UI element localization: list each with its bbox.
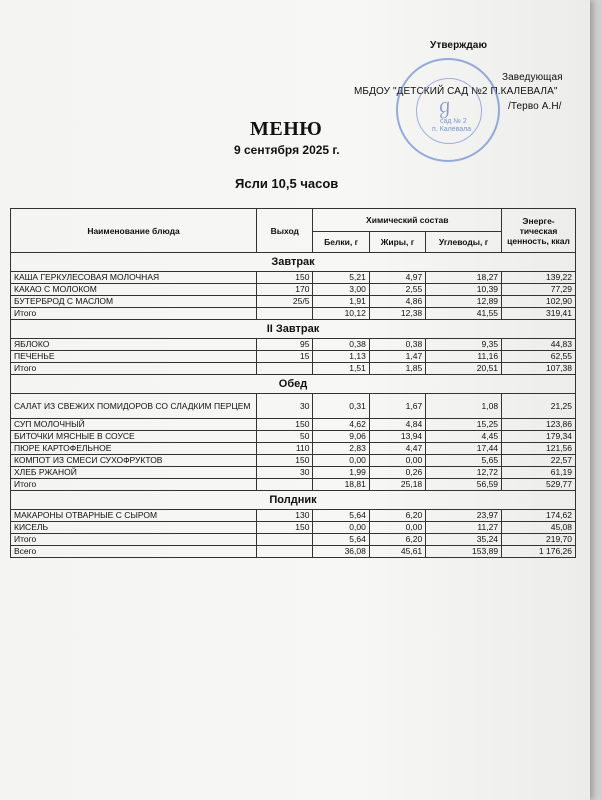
grand-total-carbs: 153,89 xyxy=(426,546,502,558)
total-label: Итого xyxy=(11,308,257,320)
dish-output: 95 xyxy=(257,339,313,351)
dish-carbs: 17,44 xyxy=(426,443,502,455)
dish-carbs: 12,89 xyxy=(426,296,502,308)
dish-protein: 2,83 xyxy=(313,443,369,455)
grand-total-fat: 45,61 xyxy=(369,546,425,558)
dish-fat: 0,26 xyxy=(369,467,425,479)
dish-carbs: 10,39 xyxy=(426,284,502,296)
total-protein: 18,81 xyxy=(313,479,369,491)
approval-signer: /Терво А.Н/ xyxy=(508,101,562,112)
approval-organization: МБДОУ "ДЕТСКИЙ САД №2 П.КАЛЕВАЛА" xyxy=(354,86,558,97)
dish-protein: 0,00 xyxy=(313,522,369,534)
section-title: Обед xyxy=(11,375,576,394)
dish-carbs: 15,25 xyxy=(426,419,502,431)
dish-carbs: 9,35 xyxy=(426,339,502,351)
dish-carbs: 1,08 xyxy=(426,394,502,419)
total-energy: 107,38 xyxy=(502,363,576,375)
dish-output: 50 xyxy=(257,431,313,443)
stamp-text-1: сад № 2 xyxy=(440,118,467,125)
table-row xyxy=(11,272,576,284)
dish-fat: 1,67 xyxy=(369,394,425,419)
table-row xyxy=(11,351,576,363)
total-carbs: 41,55 xyxy=(426,308,502,320)
dish-name: ПЮРЕ КАРТОФЕЛЬНОЕ xyxy=(11,443,257,455)
dish-carbs: 4,45 xyxy=(426,431,502,443)
header-chem: Химический состав xyxy=(313,209,502,232)
total-label: Итого xyxy=(11,363,257,375)
total-protein: 10,12 xyxy=(313,308,369,320)
dish-fat: 4,84 xyxy=(369,419,425,431)
dish-protein: 5,64 xyxy=(313,510,369,522)
total-fat: 25,18 xyxy=(369,479,425,491)
approval-position: Заведующая xyxy=(502,72,563,83)
dish-carbs: 11,27 xyxy=(426,522,502,534)
dish-fat: 2,55 xyxy=(369,284,425,296)
dish-protein: 1,99 xyxy=(313,467,369,479)
dish-name: КОМПОТ ИЗ СМЕСИ СУХОФРУКТОВ xyxy=(11,455,257,467)
dish-fat: 13,94 xyxy=(369,431,425,443)
total-output xyxy=(257,479,313,491)
table-row xyxy=(11,339,576,351)
grand-total-row xyxy=(11,546,576,558)
table-row xyxy=(11,394,576,419)
stamp-text-2: п. Калевала xyxy=(432,126,472,133)
header-name: Наименование блюда xyxy=(11,209,257,253)
dish-fat: 4,47 xyxy=(369,443,425,455)
group-name: Ясли 10,5 часов xyxy=(235,176,339,191)
table-row xyxy=(11,284,576,296)
dish-output: 150 xyxy=(257,522,313,534)
dish-output: 130 xyxy=(257,510,313,522)
header-protein: Белки, г xyxy=(313,232,369,253)
dish-name: САЛАТ ИЗ СВЕЖИХ ПОМИДОРОВ СО СЛАДКИМ ПЕРЦЕМ xyxy=(11,394,257,419)
table-row xyxy=(11,455,576,467)
dish-name: ЯБЛОКО xyxy=(11,339,257,351)
dish-name: КАША ГЕРКУЛЕСОВАЯ МОЛОЧНАЯ xyxy=(11,272,257,284)
dish-output: 170 xyxy=(257,284,313,296)
total-output xyxy=(257,534,313,546)
dish-protein: 0,31 xyxy=(313,394,369,419)
section-title: II Завтрак xyxy=(11,320,576,339)
dish-output: 25/5 xyxy=(257,296,313,308)
dish-fat: 4,97 xyxy=(369,272,425,284)
dish-carbs: 12,72 xyxy=(426,467,502,479)
approval-heading: Утверждаю xyxy=(430,40,488,51)
dish-energy: 62,55 xyxy=(502,351,576,363)
dish-energy: 21,25 xyxy=(502,394,576,419)
dish-energy: 22,57 xyxy=(502,455,576,467)
dish-protein: 1,13 xyxy=(313,351,369,363)
dish-name: ХЛЕБ РЖАНОЙ xyxy=(11,467,257,479)
dish-fat: 0,38 xyxy=(369,339,425,351)
dish-protein: 0,38 xyxy=(313,339,369,351)
dish-energy: 45,08 xyxy=(502,522,576,534)
total-protein: 1,51 xyxy=(313,363,369,375)
dish-output: 150 xyxy=(257,419,313,431)
section-header xyxy=(11,491,576,510)
total-energy: 219,70 xyxy=(502,534,576,546)
dish-carbs: 11,16 xyxy=(426,351,502,363)
total-row xyxy=(11,534,576,546)
dish-output: 150 xyxy=(257,272,313,284)
dish-energy: 102,90 xyxy=(502,296,576,308)
table-row xyxy=(11,296,576,308)
table-row xyxy=(11,467,576,479)
dish-protein: 1,91 xyxy=(313,296,369,308)
dish-fat: 0,00 xyxy=(369,522,425,534)
total-fat: 6,20 xyxy=(369,534,425,546)
total-row xyxy=(11,479,576,491)
dish-carbs: 5,65 xyxy=(426,455,502,467)
dish-name: СУП МОЛОЧНЫЙ xyxy=(11,419,257,431)
dish-protein: 0,00 xyxy=(313,455,369,467)
table-row xyxy=(11,431,576,443)
dish-energy: 61,19 xyxy=(502,467,576,479)
signature-mark: ℊ xyxy=(432,92,457,120)
dish-energy: 139,22 xyxy=(502,272,576,284)
dish-name: МАКАРОНЫ ОТВАРНЫЕ С СЫРОМ xyxy=(11,510,257,522)
dish-carbs: 23,97 xyxy=(426,510,502,522)
header-energy: Энерге-тическая ценность, ккал xyxy=(502,209,576,253)
total-carbs: 20,51 xyxy=(426,363,502,375)
dish-energy: 179,34 xyxy=(502,431,576,443)
total-fat: 12,38 xyxy=(369,308,425,320)
total-output xyxy=(257,308,313,320)
section-header xyxy=(11,253,576,272)
table-row xyxy=(11,510,576,522)
total-label: Итого xyxy=(11,479,257,491)
dish-carbs: 18,27 xyxy=(426,272,502,284)
dish-output: 110 xyxy=(257,443,313,455)
table-row xyxy=(11,443,576,455)
dish-protein: 9,06 xyxy=(313,431,369,443)
grand-total-output xyxy=(257,546,313,558)
dish-protein: 4,62 xyxy=(313,419,369,431)
dish-output: 150 xyxy=(257,455,313,467)
total-carbs: 35,24 xyxy=(426,534,502,546)
header-fat: Жиры, г xyxy=(369,232,425,253)
dish-output: 30 xyxy=(257,467,313,479)
total-fat: 1,85 xyxy=(369,363,425,375)
section-title: Полдник xyxy=(11,491,576,510)
dish-energy: 121,56 xyxy=(502,443,576,455)
table-row xyxy=(11,419,576,431)
grand-total-energy: 1 176,26 xyxy=(502,546,576,558)
grand-total-protein: 36,08 xyxy=(313,546,369,558)
page-title: МЕНЮ xyxy=(250,118,323,140)
total-row xyxy=(11,308,576,320)
dish-energy: 123,86 xyxy=(502,419,576,431)
total-protein: 5,64 xyxy=(313,534,369,546)
dish-fat: 4,86 xyxy=(369,296,425,308)
dish-name: ПЕЧЕНЬЕ xyxy=(11,351,257,363)
table-row xyxy=(11,522,576,534)
total-carbs: 56,59 xyxy=(426,479,502,491)
dish-protein: 3,00 xyxy=(313,284,369,296)
header-carbs: Углеводы, г xyxy=(426,232,502,253)
dish-name: КАКАО С МОЛОКОМ xyxy=(11,284,257,296)
dish-energy: 44,83 xyxy=(502,339,576,351)
dish-output: 15 xyxy=(257,351,313,363)
total-output xyxy=(257,363,313,375)
grand-total-label: Всего xyxy=(11,546,257,558)
menu-body xyxy=(11,253,576,558)
dish-fat: 1,47 xyxy=(369,351,425,363)
dish-energy: 77,29 xyxy=(502,284,576,296)
dish-energy: 174,62 xyxy=(502,510,576,522)
organization-stamp xyxy=(396,58,500,162)
section-header xyxy=(11,320,576,339)
dish-name: КИСЕЛЬ xyxy=(11,522,257,534)
total-energy: 319,41 xyxy=(502,308,576,320)
total-label: Итого xyxy=(11,534,257,546)
section-title: Завтрак xyxy=(11,253,576,272)
dish-protein: 5,21 xyxy=(313,272,369,284)
dish-fat: 6,20 xyxy=(369,510,425,522)
header-output: Выход xyxy=(257,209,313,253)
dish-name: БИТОЧКИ МЯСНЫЕ В СОУСЕ xyxy=(11,431,257,443)
section-header xyxy=(11,375,576,394)
dish-name: БУТЕРБРОД С МАСЛОМ xyxy=(11,296,257,308)
total-row xyxy=(11,363,576,375)
menu-date: 9 сентября 2025 г. xyxy=(234,143,340,157)
total-energy: 529,77 xyxy=(502,479,576,491)
dish-output: 30 xyxy=(257,394,313,419)
menu-table xyxy=(10,208,576,558)
dish-fat: 0,00 xyxy=(369,455,425,467)
